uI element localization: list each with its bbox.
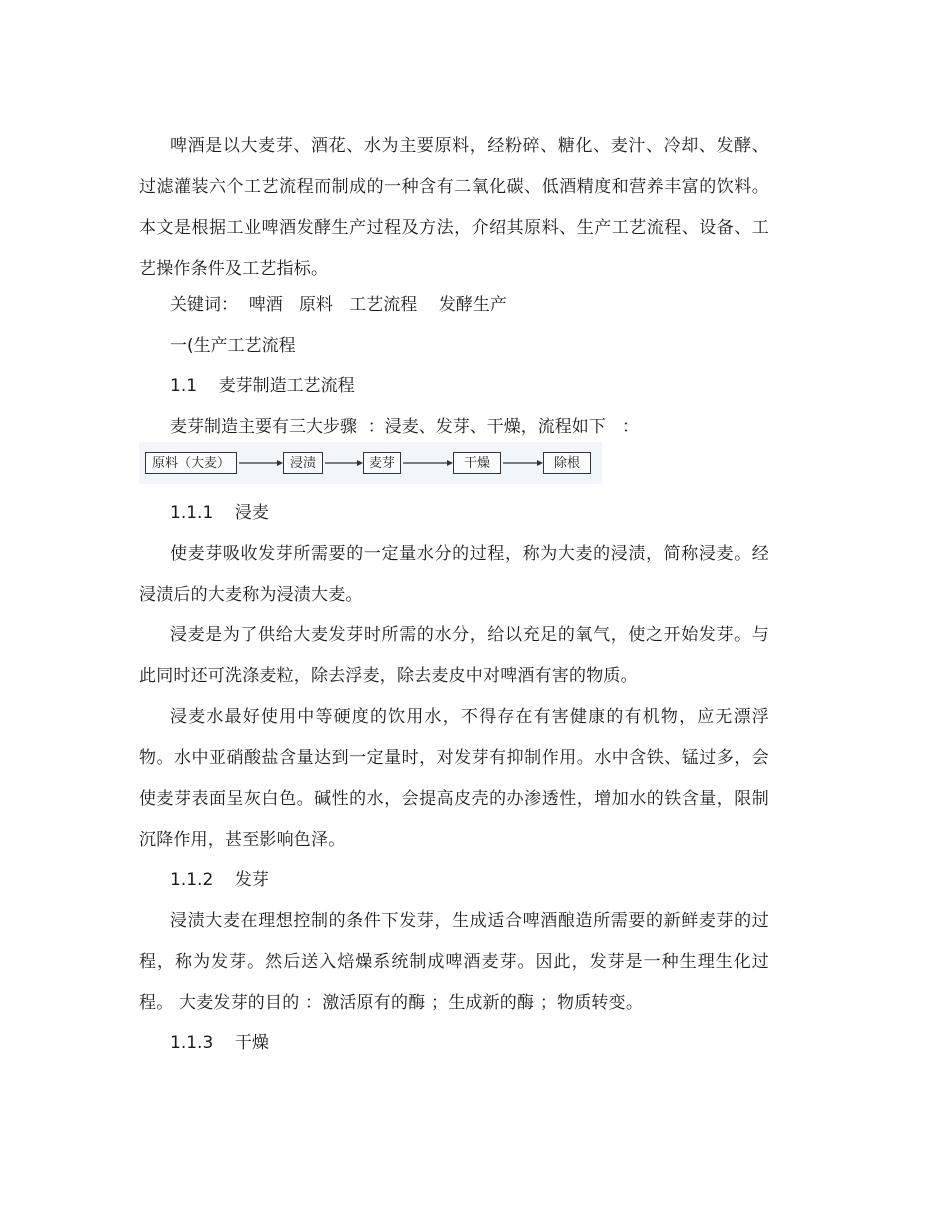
flow-arrow-icon — [325, 462, 363, 464]
flow-arrow-icon — [239, 462, 283, 464]
flow-step-drying: 干燥 — [453, 452, 501, 474]
malt-steps-intro: 麦芽制造主要有三大步骤 ：浸麦、发芽、干燥，流程如下 ： — [170, 417, 640, 437]
malting-flow-diagram — [139, 442, 602, 484]
intro-paragraph: 啤酒是以大麦芽、酒花、水为主要原料，经粉碎、糖化、麦汁、冷却、发酵、过滤灌装六个工艺流程而制成的一种含有二氧化碳、低酒精度和营养丰富的饮料。本文是根据工业啤酒发酵生产过程及方法，介绍其原料、生产工艺流程、设备、工艺操作条件及工艺指标。 — [139, 136, 769, 279]
section-1-1-1-heading: 1.1.1 浸麦 — [170, 503, 269, 523]
flow-step-malt: 麦芽 — [363, 452, 401, 474]
section-1-1-3-heading: 1.1.3 干燥 — [170, 1033, 269, 1053]
steeping-paragraph-2: 浸麦是为了供给大麦发芽时所需的水分，给以充足的氧气，使之开始发芽。与此同时还可洗涤麦粒，除去浮麦，除去麦皮中对啤酒有害的物质。 — [139, 625, 769, 686]
section-1-1-heading: 1.1 麦芽制造工艺流程 — [170, 376, 355, 396]
flow-arrow-icon — [503, 462, 543, 464]
flow-step-steeping: 浸渍 — [283, 452, 323, 474]
section-1-heading: 一(生产工艺流程 — [170, 336, 296, 356]
flow-step-rooting: 除根 — [543, 452, 591, 474]
keywords-line: 关键词： 啤酒 原料 工艺流程 发酵生产 — [170, 295, 507, 315]
germination-paragraph: 浸渍大麦在理想控制的条件下发芽，生成适合啤酒酿造所需要的新鲜麦芽的过程，称为发芽。然后送入焙燥系统制成啤酒麦芽。因此，发芽是一种生理生化过程。 大麦发芽的目的 ：激活原有的酶 ；生成新的酶 ；物质转变。 — [139, 911, 769, 1013]
flow-arrow-icon — [403, 462, 453, 464]
section-1-1-2-heading: 1.1.2 发芽 — [170, 870, 269, 890]
steeping-paragraph-1: 使麦芽吸收发芽所需要的一定量水分的过程，称为大麦的浸渍，简称浸麦。经浸渍后的大麦称为浸渍大麦。 — [139, 544, 769, 605]
steeping-paragraph-3: 浸麦水最好使用中等硬度的饮用水，不得存在有害健康的有机物，应无漂浮物。水中亚硝酸盐含量达到一定量时，对发芽有抑制作用。水中含铁、锰过多，会使麦芽表面呈灰白色。碱性的水，会提高皮壳的办渗透性，增加水的铁含量，限制沉降作用，甚至影响色泽。 — [139, 707, 769, 850]
flow-step-raw-barley: 原料（大麦） — [145, 452, 237, 474]
